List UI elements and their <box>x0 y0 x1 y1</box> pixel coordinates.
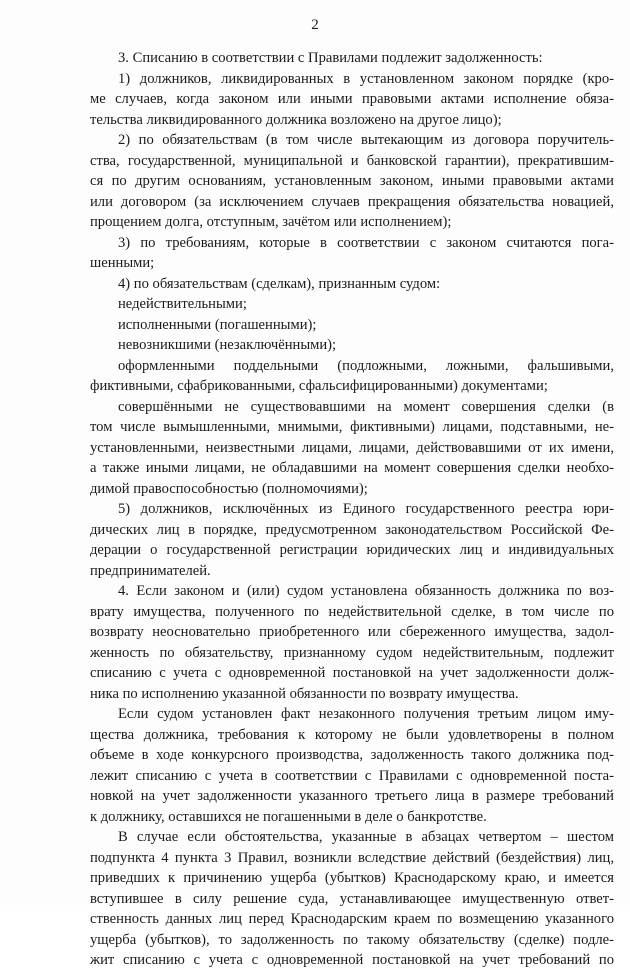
text-line: Если судом установлен факт незаконного получения третьим лицом иму- <box>118 706 614 722</box>
text-line: фиктивными, сфабрикованными, сфальсифицированными) документами; <box>90 378 548 394</box>
text-line: а также иными лицами, не обладавшими на момент совершения сделки необхо- <box>90 460 614 476</box>
text-line: 4. Если законом и (или) судом установлена обязанность должника по воз- <box>118 583 614 599</box>
text-line: недействительными; <box>118 296 247 312</box>
text-line: новкой на учет задолженности указанного третьего лица в размере требований <box>90 788 614 804</box>
text-line: 5) должников, исключённых из Единого государственного реестра юри- <box>118 501 614 517</box>
text-line: том числе вымышленными, мнимыми, фиктивными) лицами, подставными, не- <box>90 419 614 435</box>
text-line: совершёнными не существовавшими на момент совершения сделки (в <box>118 398 614 415</box>
text-line: жит списанию с учета с одновременной постановкой на учет требований по <box>90 952 614 968</box>
text-line: ника по исполнению указанной обязанности по возврату имущества. <box>90 685 519 702</box>
text-line: исполненными (погашенными); <box>118 316 317 333</box>
text-line: щества должника, требования к которому не были удовлетворены в полном <box>90 726 614 743</box>
text-line: 2) по обязательствам (в том числе вытекающим из договора поручитель- <box>118 132 614 148</box>
text-line: димой правоспособностью (полномочиями); <box>90 480 368 497</box>
text-line: или договором (за исключением случаев прекращения обязательства новацией, <box>90 193 614 210</box>
text-line: В случае если обстоятельства, указанные в абзацах четвертом – шестом <box>118 829 614 845</box>
text-line: ся по другим основаниям, установленным законом, иными правовыми актами <box>90 173 614 189</box>
text-line: 4) по обязательствам (сделкам), признанным судом: <box>118 275 441 292</box>
text-line: 3. Списанию в соответствии с Правилами подлежит задолженность: <box>118 50 543 66</box>
text-line: 1) должников, ликвидированных в установленном законом порядке (кро- <box>118 70 614 87</box>
text-line: ственность данных лиц перед Краснодарским краем по возмещению указанного <box>90 911 614 927</box>
text-line: подпункта 4 пункта 3 Правил, возникли вследствие действий (бездействия) лиц, <box>90 849 614 866</box>
text-line: дерации о государственной регистрации юридических лиц и индивидуальных <box>90 542 614 558</box>
text-line: предпринимателей. <box>90 562 211 579</box>
text-line: приведших к причинению ущерба (убытков) Краснодарскому краю, и имеется <box>90 870 614 886</box>
document-body <box>90 48 614 971</box>
text-line: списанию с учета с одновременной постановкой на учет задолженности долж- <box>90 665 614 681</box>
text-line: оформленными поддельными (подложными, ложными, фальшивыми, <box>118 357 614 374</box>
text-line: шенными; <box>90 255 155 271</box>
text-line: объеме в ходе конкурсного производства, задолженность такого должника под- <box>90 747 614 763</box>
text-line: прощением долга, отступным, зачётом или исполнением); <box>90 214 452 230</box>
text-line: невозникшими (незаключёнными); <box>118 337 337 353</box>
page-number: 2 <box>311 17 319 33</box>
text-line: дических лиц в порядке, предусмотренном законодательством Российской Фе- <box>90 521 614 538</box>
text-line: женность по обязательству, признанному судом недействительным, подлежит <box>90 644 614 661</box>
text-line: ущерба (убытков), то задолженность по такому обязательству (сделке) подле- <box>90 931 614 948</box>
text-line: ства, государственной, муниципальной и банковской гарантии), прекратившим- <box>90 152 614 169</box>
text-line: вступившее в силу решение суда, устанавливающее имущественную ответ- <box>90 890 614 907</box>
text-line: 3) по требованиям, которые в соответствии с законом считаются пога- <box>118 234 614 251</box>
text-line: лежит списанию с учета в соответствии с Правилами с одновременной поста- <box>90 767 614 784</box>
text-line: тельства ликвидированного должника возложено на другое лицо); <box>90 111 502 128</box>
text-line: ме случаев, когда законом или иными правовыми актами исполнение обяза- <box>90 91 614 107</box>
text-line: к должнику, оставшихся не погашенными в деле о банкротстве. <box>90 808 487 825</box>
text-line: врату имущества, полученного по недействительной сделке, в том числе по <box>90 603 614 620</box>
text-line: установленными, неизвестными лицами, лицами, действовавшими от их имени, <box>90 439 614 456</box>
text-line: возврату неосновательно приобретенного или сбереженного имущества, задол- <box>90 624 614 640</box>
